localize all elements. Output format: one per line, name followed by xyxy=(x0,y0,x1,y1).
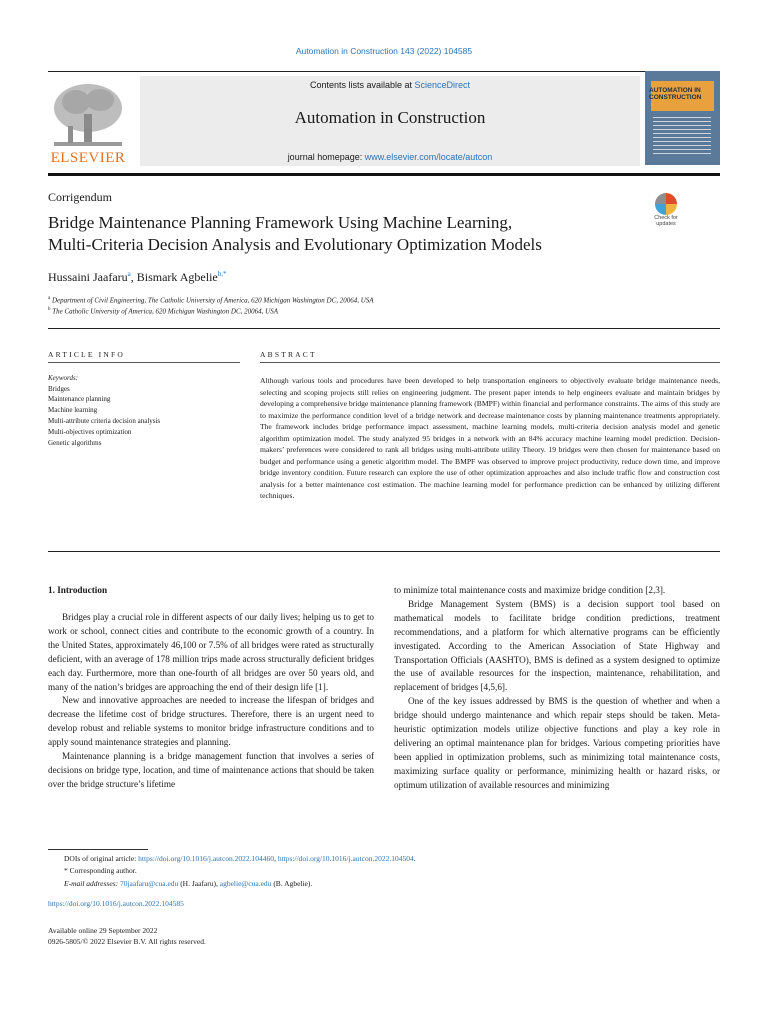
doi-end: . xyxy=(413,854,416,863)
contents-line xyxy=(140,80,640,90)
footnote-corresponding: * Corresponding author. xyxy=(64,866,137,875)
affiliation-b xyxy=(48,307,278,315)
top-rule xyxy=(48,71,720,72)
article-title xyxy=(48,212,628,256)
author-jaafaru[interactable]: Hussaini Jaafaru xyxy=(48,270,128,284)
right-column xyxy=(394,584,720,793)
homepage-link[interactable]: www.elsevier.com/locate/autcon xyxy=(364,152,493,162)
check-updates-icon xyxy=(655,193,677,215)
original-doi-link-2[interactable]: https://doi.org/10.1016/j.autcon.2022.104504 xyxy=(277,854,414,863)
email1-name: (H. Jaafaru), xyxy=(178,879,220,888)
available-online: Available online 29 September 2022 xyxy=(48,926,158,935)
affil-a-text: Department of Civil Engineering, The Catholic University of America, 620 Michigan Washington DC, 20064, USA xyxy=(51,296,374,305)
title-line-2: Multi-Criteria Decision Analysis and Evolutionary Optimization Models xyxy=(48,235,542,254)
journal-cover[interactable] xyxy=(645,71,720,165)
footnote-rule xyxy=(48,849,148,850)
keyword-item: Multi-attribute criteria decision analysis xyxy=(48,417,161,425)
paragraph: One of the key issues addressed by BMS is the question of whether and when a bridge should undergo maintenance and which repair steps should be taken. Meta-heuristic optimization models utilize objective functions and play a key role in delivering an optimal maintenance plan for bridges. Various competing priorities have been applied in optimization problems, such as minimizing total maintenance costs, maximizing surface quality or performance, minimizing health or hazard risks, or optimum utilization of available resources and minimizing xyxy=(394,696,720,790)
title-line-1: Bridge Maintenance Planning Framework Using Machine Learning, xyxy=(48,213,513,232)
email-link-agbelie[interactable]: agbelie@cua.edu xyxy=(219,879,272,888)
article-doi-link[interactable]: https://doi.org/10.1016/j.autcon.2022.104585 xyxy=(48,899,184,908)
paragraph: New and innovative approaches are needed to increase the lifespan of bridges and decrease the lifetime cost of bridge structures. Therefore, there is an urgent need to develop robust and reliable systems to monitor bridge infrastructure conditions and to apply sound maintenance strategies and planning. xyxy=(48,695,374,748)
journal-title: Automation in Construction xyxy=(294,108,486,127)
sciencedirect-link[interactable]: ScienceDirect xyxy=(414,80,471,90)
affil-b-text: The Catholic University of America, 620 Michigan Washington DC, 20064, USA xyxy=(52,307,278,316)
cover-text-lines xyxy=(653,117,711,155)
doi-separator: , xyxy=(274,854,278,863)
abstract-text: Although various tools and procedures have been developed to help transportation engineers to objectively evaluate bridge maintenance needs, selecting and scoping projects still relies on engineering judgment. The present paper intends to help engineers evaluate and maintain bridges by developing a comprehensive bridge maintenance planning framework (BMPF) within financial and performance constraints. The aims of this study are to maximize the performance condition level of a bridge network and decrease maintenance costs by planning maintenance treatments appropriately. The framework includes bridge performance impact assessment, machine learning models, multi-criteria decision analysis model and genetic algorithm optimization model. The study analyzed 95 bridges in a network with an 84% accuracy machine learning model prediction. Decision-makers’ preferences were considered to rank all bridges using multi-attribute utility Theory. 19 bridges were then chosen for maintenance based on budget and performance using a genetic algorithm model. The BMPF was observed to improve project productivity, reduce down time, and improve bridge inventory condition. Future research can explore the use of other optimization approaches and also include traffic flow and construction cost analysis for a better maintenance cost estimation. The machine learning model for performance prediction can be enhanced by utilizing different techniques. xyxy=(260,376,720,500)
article-info-rule xyxy=(48,362,240,363)
author-agbelie[interactable]: Bismark Agbelie xyxy=(136,270,218,284)
author2-affil-mark[interactable]: b,* xyxy=(217,270,227,278)
header-rule xyxy=(48,173,720,176)
doi-label: DOIs of original article: xyxy=(64,854,139,863)
abstract-rule xyxy=(260,362,720,363)
keyword-item: Bridges xyxy=(48,385,70,393)
journal-homepage xyxy=(140,152,640,162)
abstract-bottom-rule xyxy=(48,551,720,552)
keyword-item: Maintenance planning xyxy=(48,395,111,403)
elsevier-wordmark: ELSEVIER xyxy=(50,150,126,166)
author1-affil-mark[interactable]: a xyxy=(127,270,131,278)
original-doi-link-1[interactable]: https://doi.org/10.1016/j.autcon.2022.104460 xyxy=(138,854,275,863)
email-link-jaafaru[interactable]: 70jaafaru@cua.edu xyxy=(119,879,179,888)
paragraph: Bridge Management System (BMS) is a decision support tool based on mathematical models to facilitate bridge condition predictions, treatment recommendations, and a platform for which alternative programs can be efficiently investigated. According to the American Association of State Highway and Transportation Officials (AASHTO), BMS is defined as a system designed to optimize the use of available resources for the inspection, maintenance, rehabilitation, and replacement of bridges [4,5,6]. xyxy=(394,598,720,693)
cover-title: AUTOMATION IN CONSTRUCTION xyxy=(649,87,702,101)
paragraph: to minimize total maintenance costs and maximize bridge condition [2,3]. xyxy=(394,585,666,595)
affiliation-rule xyxy=(48,328,720,329)
keyword-item: Genetic algorithms xyxy=(48,439,102,447)
copyright: 0926-5805/© 2022 Elsevier B.V. All rights reserved. xyxy=(48,937,206,946)
article-info-heading: ARTICLE INFO xyxy=(48,350,125,359)
left-column xyxy=(48,611,374,792)
publication-info xyxy=(48,925,206,947)
paragraph: Bridges play a crucial role in different aspects of our daily lives; helping us to get to work or school, connect cities and contribute to the economic growth of a country. In the United States, approximately 46,100 or 7.5% of all bridges were rated as structurally deficient, with an average of 178 million trips made across structurally deficient bridges each day. Furthermore, more than one-fourth of all bridges are over 50 years old, and many of the nation’s bridges are approaching the end of their design life [1]. xyxy=(48,612,374,692)
check-updates-label: Check for updates xyxy=(654,215,678,227)
affiliation-a xyxy=(48,296,374,304)
footnote-emails xyxy=(64,878,312,889)
journal-reference[interactable]: Automation in Construction 143 (2022) 104585 xyxy=(295,46,473,56)
homepage-prefix: journal homepage: xyxy=(287,152,365,162)
footnote-dois xyxy=(64,853,416,864)
paragraph: Maintenance planning is a bridge management function that involves a series of decisions on bridge type, location, and time of maintenance actions that should be taken over the bridge structure’s lifetime xyxy=(48,751,374,789)
affil-a-mark: a xyxy=(48,296,51,301)
keyword-item: Multi-objectives optimization xyxy=(48,428,132,436)
check-for-updates-button[interactable] xyxy=(646,193,686,233)
author-list xyxy=(48,270,227,285)
contents-prefix: Contents lists available at xyxy=(309,80,415,90)
abstract-heading: ABSTRACT xyxy=(260,350,317,359)
section-title-introduction: 1. Introduction xyxy=(48,585,108,595)
keywords-label: Keywords: xyxy=(48,374,79,382)
author-separator: , xyxy=(130,270,137,284)
article-doi[interactable] xyxy=(48,899,184,908)
keyword-item: Machine learning xyxy=(48,406,98,414)
email2-name: (B. Agbelie). xyxy=(271,879,313,888)
affil-b-mark: b xyxy=(48,307,51,312)
email-label: E-mail addresses: xyxy=(64,879,120,888)
article-type: Corrigendum xyxy=(48,190,112,204)
